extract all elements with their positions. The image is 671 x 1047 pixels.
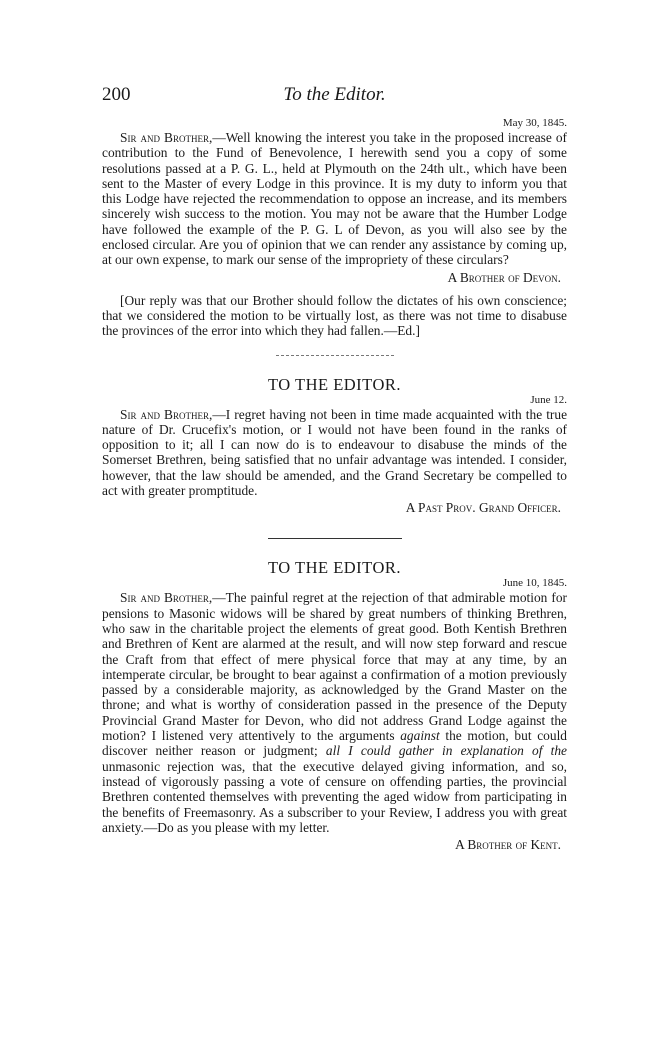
- letter1-date: May 30, 1845.: [502, 117, 567, 129]
- letter1-salutation: Sir and Brother,: [120, 130, 213, 145]
- letter2-salutation: Sir and Brother,: [120, 406, 213, 422]
- letter3-text-3: unmasonic rejection was, that the executive delayed giving information, and so, instead of vigorously passing a vote of censure on offending parties, the provincial Brethren contented themselves with preventing the aged widow from participating in the benefits of Freemasonry. As a subscriber to your Review, I address you with great anxiety.—Do as you please with my letter.: [102, 758, 567, 835]
- letters-column: [102, 117, 567, 853]
- letter3-text-1: —The painful regret at the rejection of that admirable motion for pensions to Masonic widows will be shared by great numbers of thinking Brethren, who saw in the charitable project the elements of great good. Both Kentish Brethren and Brethren of Kent are alarmed at the result, and will now step forward and rescue the Craft from that effect of mere physical force that may at any time, by an intemperate circular, be brought to bear against a confirmation of a motion previously passed by a considerable majority, as acknowledged by the Grand Master on the throne; and what is worthy of consideration passed in the presence of the Deputy Provincial Grand Master for Devon, who did not address Grand Lodge against the motion? I listened very attentively to the arguments: [102, 590, 567, 744]
- letter3-heading: TO THE EDITOR.: [267, 558, 402, 578]
- page-number: 200: [102, 84, 131, 105]
- letter2-signature: A Past Prov. Grand Officer.: [405, 500, 561, 516]
- running-title: To the Editor.: [283, 84, 386, 105]
- letter3-emphasis-explanation: all I could gather in explanation of the: [325, 743, 567, 759]
- letter3-body: [102, 590, 567, 835]
- letter1-text: —Well knowing the interest you take in the proposed increase of contribution to the Fund of Benevolence, I herewith send you a copy of some resolutions passed at a P. G. L., held at Plymouth on the 24th ult., which have been sent to the Master of every Lodge in this province. It is my duty to inform you that this Lodge have rejected the recommendation to oppose an increase, and its members sincerely wish success to the motion. You may not be aware that the Humber Lodge have followed the example of the P. G. L of Devon, as you will also see by the enclosed circular. Are you of opinion that we can render any assistance by coming up, at our own expense, to mark our sense of the impropriety of these circulars?: [102, 130, 567, 268]
- running-head: [102, 84, 567, 106]
- letter3-date: June 10, 1845.: [502, 577, 567, 590]
- letter2-date: June 12.: [530, 393, 567, 406]
- dashed-divider: [276, 355, 394, 356]
- letter1-body: [102, 130, 567, 268]
- letter2-body: [102, 407, 567, 499]
- letter2-heading: TO THE EDITOR.: [267, 374, 402, 394]
- letter3-salutation: Sir and Brother,: [120, 590, 213, 606]
- letter3-text-2: the motion, but could discover neither reason or judgment;: [102, 728, 567, 759]
- editor-reply: [Our reply was that our Brother should follow the dictates of his own conscience; that we considered the motion to be virtually lost, as there was not time to disabuse the provinces of the error into which they had fallen.—Ed.]: [102, 292, 567, 339]
- letter3-emphasis-against: against: [400, 728, 440, 744]
- letter1-signature: A Brother of Devon.: [447, 269, 561, 285]
- letter3-signature: A Brother of Kent.: [455, 837, 561, 853]
- solid-divider: [268, 538, 402, 539]
- letter2-text: —I regret having not been in time made acquainted with the true nature of Dr. Crucefix's motion, or I would not have been found in the ranks of opposition to it; all I can now do is to endeavour to disabuse the minds of the Somerset Brethren, being satisfied that no unfair advantage was intended. I consider, however, that the law should be amended, and the Grand Secretary be compelled to act with greater promptitude.: [102, 406, 568, 499]
